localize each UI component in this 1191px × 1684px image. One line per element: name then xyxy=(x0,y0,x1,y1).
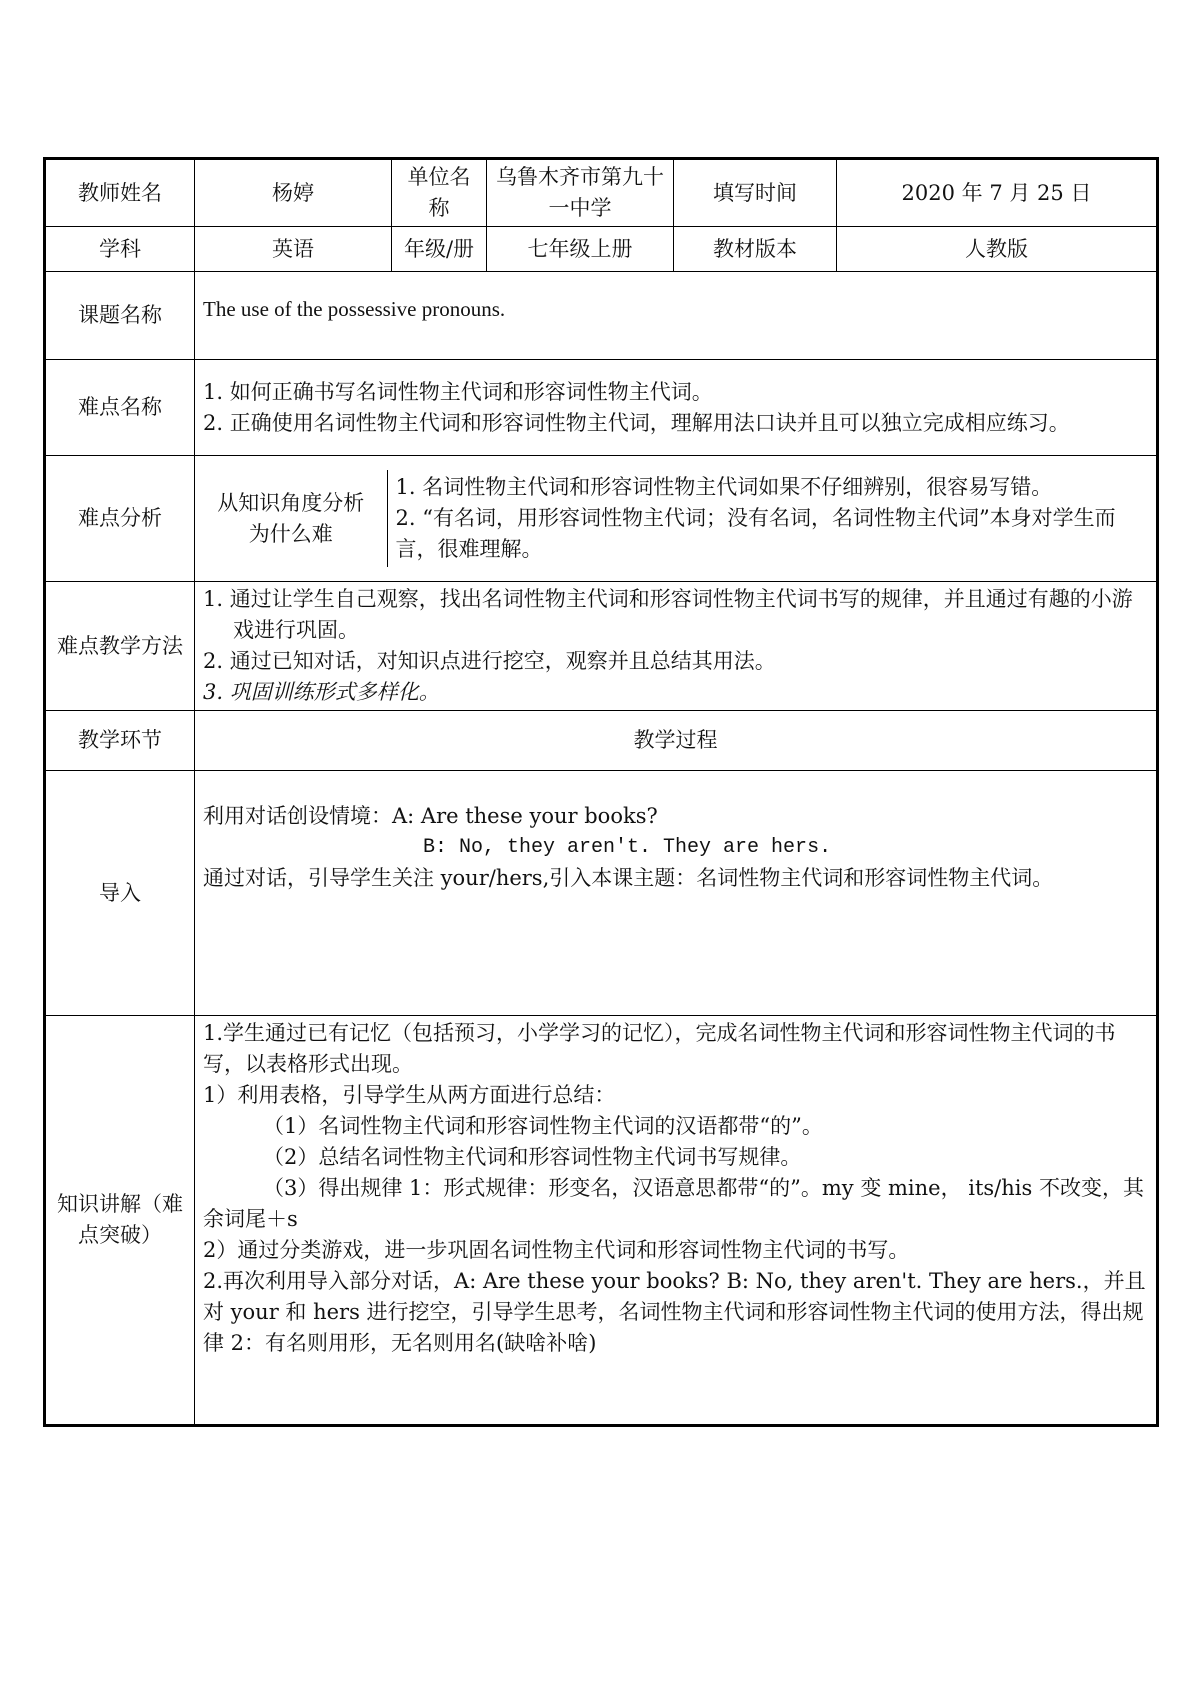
analysis-subtable xyxy=(195,470,1156,567)
knowledge-label: 知识讲解（难点突破） xyxy=(45,1016,195,1426)
edition-value: 人教版 xyxy=(837,227,1158,272)
grade-label: 年级/册 xyxy=(392,227,487,272)
row-knowledge xyxy=(45,1016,1158,1426)
row-analysis xyxy=(45,456,1158,582)
intro-label: 导入 xyxy=(45,771,195,1016)
row-difficulty xyxy=(45,360,1158,456)
unit-label: 单位名称 xyxy=(392,159,487,227)
row-process-header xyxy=(45,711,1158,771)
knowledge-p3: （1）名词性物主代词和形容词性物主代词的汉语都带“的”。 xyxy=(263,1114,823,1138)
intro-content xyxy=(195,771,1158,1016)
difficulty-list xyxy=(195,360,1158,456)
method-item-3: 3. 巩固训练形式多样化。 xyxy=(203,680,440,704)
edition-label: 教材版本 xyxy=(674,227,837,272)
analysis-item-1: 1. 名词性物主代词和形容词性物主代词如果不仔细辨别，很容易写错。 xyxy=(395,475,1053,499)
process-left-header: 教学环节 xyxy=(45,711,195,771)
method-item-2: 2. 通过已知对话，对知识点进行挖空，观察并且总结其用法。 xyxy=(203,649,776,673)
process-right-header: 教学过程 xyxy=(195,711,1158,771)
knowledge-p2: 1）利用表格，引导学生从两方面进行总结： xyxy=(203,1083,616,1107)
analysis-sub-label: 从知识角度分析为什么难 xyxy=(195,470,387,567)
intro-line-1: 利用对话创设情境：A: Are these your books? xyxy=(203,804,658,828)
topic-label: 课题名称 xyxy=(45,272,195,360)
knowledge-p1: 1.学生通过已有记忆（包括预习，小学学习的记忆），完成名词性物主代词和形容词性物主代词的书写，以表格形式出现。 xyxy=(203,1021,1116,1076)
method-item-1: 1. 通过让学生自己观察，找出名词性物主代词和形容词性物主代词书写的规律，并且通过有趣的小游戏进行巩固。 xyxy=(203,587,1133,642)
lesson-plan-table xyxy=(43,157,1159,1427)
knowledge-content xyxy=(195,1016,1158,1426)
analysis-cell xyxy=(195,456,1158,582)
row-teacher xyxy=(45,159,1158,227)
teacher-name: 杨婷 xyxy=(195,159,392,227)
method-label: 难点教学方法 xyxy=(45,582,195,711)
method-list xyxy=(195,582,1158,711)
date-value: 2020 年 7 月 25 日 xyxy=(837,159,1158,227)
difficulty-label: 难点名称 xyxy=(45,360,195,456)
analysis-list xyxy=(387,470,1156,567)
knowledge-p7: 2.再次利用导入部分对话，A: Are these your books? B: No, they aren't. They are hers.，并且对 your 和 hers 进行挖空，引导学生思考，名词性物主代词和形容词性物主代词的使用方法，得出规律 2：有名则用形，无名则用名(缺啥补啥) xyxy=(203,1269,1146,1355)
difficulty-item-2: 2. 正确使用名词性物主代词和形容词性物主代词，理解用法口诀并且可以独立完成相应练习。 xyxy=(203,410,1070,435)
row-intro xyxy=(45,771,1158,1016)
intro-line-3: 通过对话，引导学生关注 your/hers,引入本课主题：名词性物主代词和形容词性物主代词。 xyxy=(203,866,1054,890)
row-subject xyxy=(45,227,1158,272)
subject-value: 英语 xyxy=(195,227,392,272)
knowledge-p6: 2）通过分类游戏，进一步巩固名词性物主代词和形容词性物主代词的书写。 xyxy=(203,1238,910,1262)
teacher-label: 教师姓名 xyxy=(45,159,195,227)
knowledge-p4: （2）总结名词性物主代词和形容词性物主代词书写规律。 xyxy=(263,1145,802,1169)
topic-value: The use of the possessive pronouns. xyxy=(195,272,1158,360)
row-method xyxy=(45,582,1158,711)
date-label: 填写时间 xyxy=(674,159,837,227)
unit-name: 乌鲁木齐市第九十一中学 xyxy=(487,159,674,227)
row-topic xyxy=(45,272,1158,360)
difficulty-item-1: 1. 如何正确书写名词性物主代词和形容词性物主代词。 xyxy=(203,379,713,404)
analysis-label: 难点分析 xyxy=(45,456,195,582)
knowledge-p5: （3）得出规律 1：形式规律：形变名，汉语意思都带“的”。my 变 mine， its/his 不改变，其余词尾＋s xyxy=(203,1176,1144,1231)
analysis-item-2: 2. “有名词，用形容词性物主代词；没有名词，名词性物主代词”本身对学生而言，很难理解。 xyxy=(395,506,1116,561)
grade-value: 七年级上册 xyxy=(487,227,674,272)
intro-line-2: B: No, they aren't. They are hers. xyxy=(423,836,832,859)
subject-label: 学科 xyxy=(45,227,195,272)
lesson-plan-form xyxy=(43,157,1156,1427)
